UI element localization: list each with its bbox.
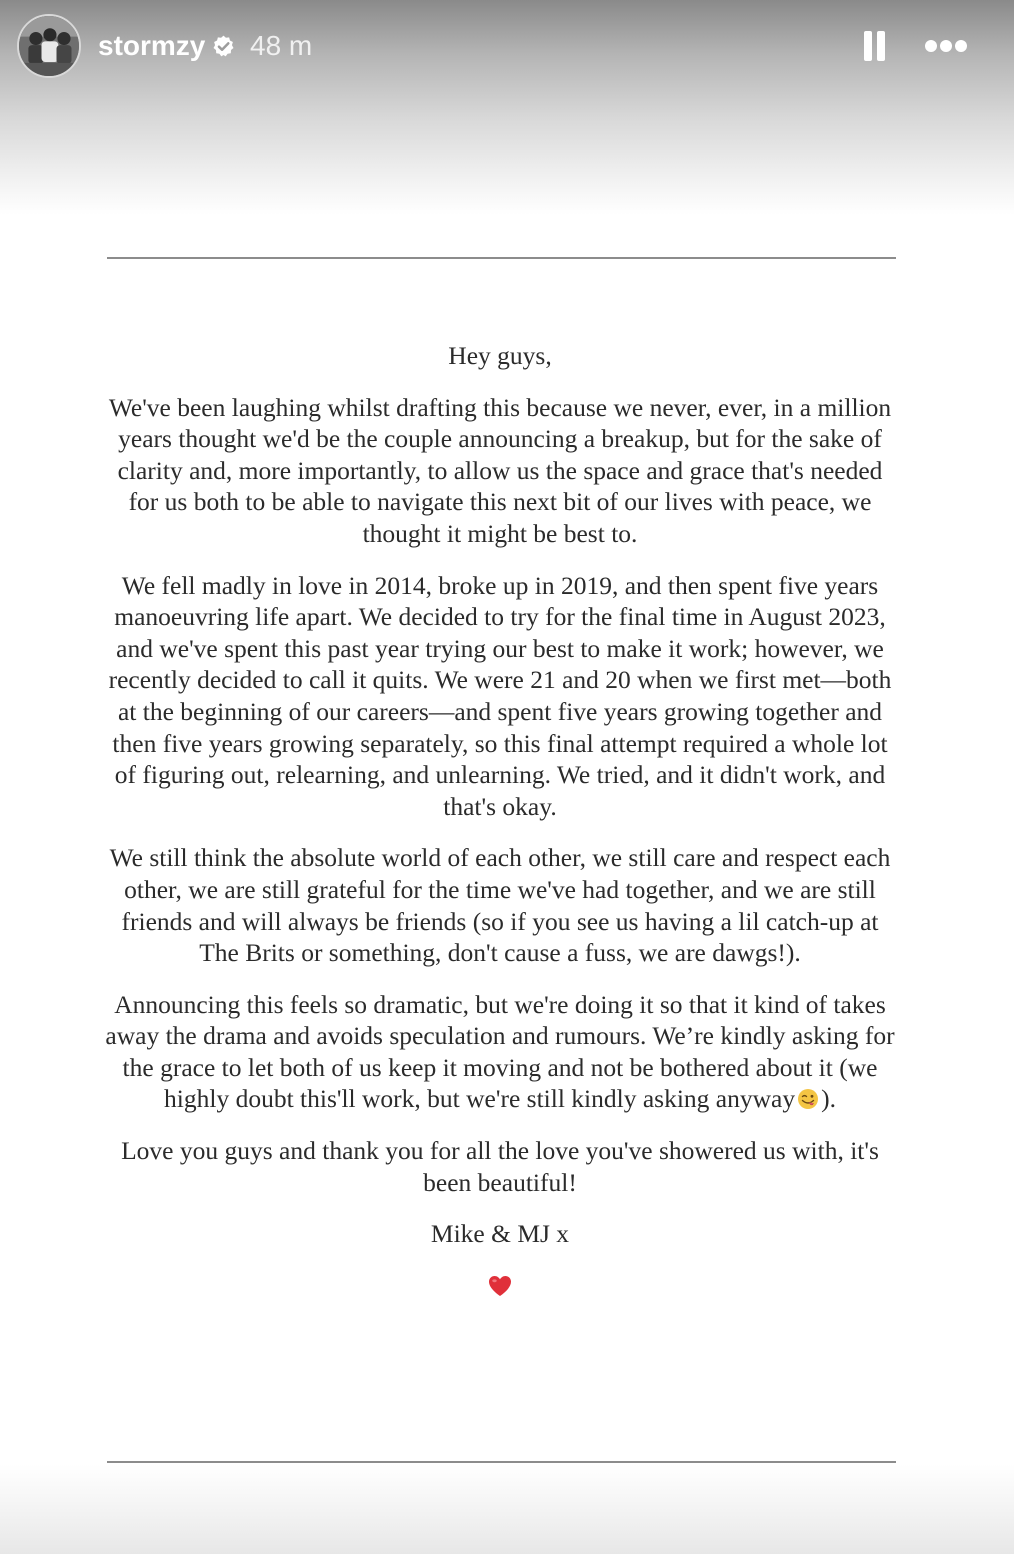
letter-paragraph-4-text: Announcing this feels so dramatic, but we're doing it so that it kind of takes away the drama and avoids speculation and rumours. We’re kindly asking for the grace to let both of us keep it moving and not be bothered about it (we highly doubt this'll work, but we're still kindly asking anyway: [105, 989, 895, 1114]
breakup-letter: [100, 340, 900, 1319]
more-options-icon: [955, 40, 967, 52]
more-options-button[interactable]: [920, 28, 972, 64]
more-options-icon: [940, 40, 952, 52]
letter-signature: Mike & MJ x: [430, 1219, 570, 1249]
story-header: [0, 0, 1014, 92]
bottom-gradient-overlay: [0, 1464, 1014, 1554]
bottom-divider: [107, 1461, 896, 1463]
verified-badge-icon: [211, 34, 236, 59]
more-options-icon: [925, 40, 937, 52]
pause-icon: [864, 31, 872, 61]
winking-tongue-emoji-icon: [797, 1088, 819, 1110]
letter-paragraph-3: We still think the absolute world of each other, we still care and respect each other, we are still grateful for the time we've had together, and we are still friends and will always be friends (so if you see us having a lil catch-up at The Brits or something, don't cause a fuss, we are dawgs!).: [109, 843, 891, 968]
letter-paragraph-4-close: ).: [821, 1084, 836, 1114]
red-heart-icon: [487, 1274, 513, 1298]
pause-button[interactable]: [856, 26, 892, 66]
pause-icon: [877, 31, 885, 61]
story-timestamp: 48 m: [250, 30, 313, 61]
letter-paragraph-2: We fell madly in love in 2014, broke up in 2019, and then spent five years manoeuvring life apart. We decided to try for the final time in August 2023, and we've spent this past year trying our best to make it work; however, we recently decided to call it quits. We were 21 and 20 when we first met—both at the beginning of our careers—and spent five years growing together and then five years growing separately, so this final attempt required a whole lot of figuring out, relearning, and unlearning. We tried, and it didn't work, and that's okay.: [108, 570, 892, 821]
profile-photo-icon[interactable]: [17, 14, 81, 78]
letter-paragraph-4: [100, 989, 900, 1115]
top-divider: [107, 257, 896, 259]
username[interactable]: stormzy: [98, 30, 206, 61]
letter-heart-row: [100, 1268, 900, 1300]
letter-paragraph-5: Love you guys and thank you for all the love you've showered us with, it's been beautiful!: [121, 1136, 879, 1197]
letter-salutation: Hey guys,: [448, 341, 552, 370]
letter-paragraph-1: We've been laughing whilst drafting this because we never, ever, in a million years thought we'd be the couple announcing a breakup, but for the sake of clarity and, more importantly, to allow us the space and grace that's needed for us both to be able to navigate this next bit of our lives with peace, we thought it might be best to.: [108, 392, 892, 548]
